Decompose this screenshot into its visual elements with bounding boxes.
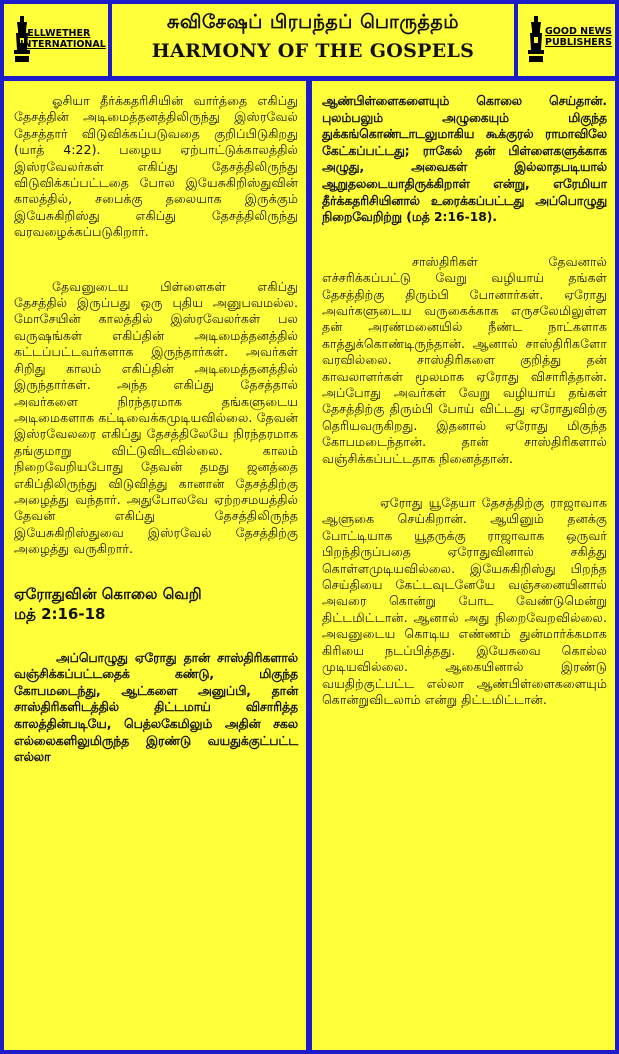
right-column bbox=[312, 81, 615, 1050]
logo-line-1: GOOD NEWS bbox=[545, 26, 612, 37]
section-heading-reference: மத் 2:16-18 bbox=[14, 604, 106, 623]
bellwether-logo-text bbox=[20, 28, 106, 50]
right-paragraph-1: சாஸ்திரிகள் தேவனால் எச்சரிக்கப்பட்டு வேறு வழியாய் தங்கள் தேசத்திற்கு திரும்பி போனார்கள். ஏரோது அவர்களுடைய வருகைக்காக எருசலேமிலுள்ள தன் அரண்மனையில் நீண்ட நாட்களாக காத்துக்கொண்டிருந்தான். ஆனால் சாஸ்திரிகளோ வரவில்லை. சாஸ்திரிகளை குறித்து தன் காவலாளர்கள் மூலமாக ஏரோது விசாரித்தான். அப்போது அவர்கள் வேறு வழியாய் தங்கள் தேசத்திற்கு திரும்பி போய் விட்டது ஏரோதுவிற்கு தெரியவருகிறது. இதனால் ஏரோது மிகுந்த கோபமடைந்தான். தான் சாஸ்திரிகளால் வஞ்சிக்கப்பட்டதாக நினைத்தான். bbox=[322, 253, 607, 466]
left-paragraph-1: ஓசியா தீர்க்கதரிசியின் வார்த்தை எகிப்து தேசத்தின் அடிமைத்தனத்திலிருந்து இஸ்ரவேல் தேசத்தார் விடுவிக்கப்படுவதை குறிப்பிடுகிறது (யாத் 4:22). பழைய ஏற்பாட்டுக்காலத்தில் இஸ்ரவேலர்கள் எகிப்து தேசத்திலிருந்து விடுவிக்கப்பட்டதை போல இயேசுகிறிஸ்துவின் காலத்தில், சபைக்கு தலையாக இருக்கும் இயேசுகிறிஸ்து எகிப்து தேசத்திலிருந்து வரவழைக்கப்படுகிறார். bbox=[14, 93, 298, 240]
bellwether-logo-panel bbox=[4, 4, 108, 76]
good-news-logo-panel bbox=[518, 4, 615, 76]
logo-line-2: INTERNATIONAL bbox=[20, 39, 106, 50]
section-heading-title: ஏரோதுவின் கொலை வெறி bbox=[14, 584, 202, 603]
bell-tower-icon bbox=[528, 16, 544, 62]
scripture-quote-start: அப்பொழுது ஏரோது தான் சாஸ்திரிகளால் வஞ்சிக்கப்பட்டதைக் கண்டு, மிகுந்த கோபமடைந்து, ஆட்களை அனுப்பி, தான் சாஸ்திரிகளிடத்தில் திட்டமாய் விசாரித்த காலத்தின்படியே, பெத்லகேமிலும் அதின் சகல எல்லைகளிலுமிருந்த இரண்டு வயதுக்குட்பட்ட எல்லா bbox=[14, 650, 298, 765]
title-panel bbox=[112, 4, 514, 76]
tamil-title: சுவிசேஷப் பிரபந்தப் பொருத்தம் bbox=[166, 11, 460, 33]
logo-line-2: PUBLISHERS bbox=[545, 37, 612, 48]
scripture-quote-end: ஆண்பிள்ளைகளையும் கொலை செய்தான். புலம்பலும் அழுகையும் மிகுந்த துக்கங்கொண்டாடலுமாகிய கூக்குரல் ராமாவிலே கேட்கப்பட்டது; ராகேல் தன் பிள்ளைகளுக்காக அழுது, அவைகள் இல்லாதபடியால் ஆறுதலடையாதிருக்கிறாள் என்று, எரேமியா தீர்க்கதரிசியினால் உரைக்கப்பட்டது அப்பொழுது நிறைவேறிற்று (மத் 2:16-18). bbox=[322, 94, 607, 225]
left-paragraph-2: தேவனுடைய பிள்ளைகள் எகிப்து தேசத்தில் இருப்பது ஒரு புதிய அனுபவமல்ல. மோசேயின் காலத்தில் இஸ்ரவேலர்கள் பல வருஷங்கள் எகிப்தின் அடிமைத்தனத்தில் கட்டப்பட்டவர்களாக இருந்தார்கள். அவர்கள் சிறிது காலம் எகிப்தின் அடிமைத்தனத்தில் இருந்தார்கள். அந்த எகிப்து தேசத்தால் அவர்களை நிரந்தரமாக தங்களுடைய அடிமைகளாக கட்டிவைக்கமுடியவில்லை. தேவன் இஸ்ரவேலரை எகிப்து தேசத்திலேயே நிரந்தரமாக தங்குமாறு விட்டுவிடவில்லை. காலம் நிறைவேறியபோது தேவன் தமது ஜனத்தை எகிப்திலிருந்து விடுவித்து கானான் தேசத்திற்கு அழைத்து வந்தார். அதுபோலவே ஏற்றசமயத்தில் தேவன் எகிப்து தேசத்திலிருந்த இயேசுகிறிஸ்துவை இஸ்ரவேல் தேசத்திற்கு அழைத்து வருகிறார். bbox=[14, 278, 298, 557]
logo-line-1: BELLWETHER bbox=[20, 28, 91, 39]
left-column bbox=[4, 81, 306, 1050]
good-news-logo-text bbox=[545, 26, 612, 48]
english-title: HARMONY OF THE GOSPELS bbox=[151, 40, 475, 62]
section-heading bbox=[14, 584, 298, 624]
right-paragraph-2: ஏரோது யூதேயா தேசத்திற்கு ராஜாவாக ஆளுகை செய்கிறான். ஆயினும் தனக்கு போட்டியாக யூதருக்கு ராஜாவாக ஒருவர் பிறந்திருப்பதை ஏரோதுவினால் சகித்து கொள்ளமுடியவில்லை. இயேசுகிறிஸ்து பிறந்த செய்தியை கேட்டவுடனேயே வஞ்சனையினால் அவரை கொன்று போட வேண்டுமென்று திட்டமிட்டான். ஆனால் அது நிறைவேறவில்லை. அவனுடைய கொடிய எண்ணம் துன்மார்க்கமாக கிரியை நடப்பித்தது. இயேசுவை கொல்ல முடியவில்லை. ஆகையினால் இரண்டு வயதிற்குட்பட்ட எல்லா ஆண்பிள்ளைகளையும் கொன்றுவிடலாம் என்று திட்டமிட்டான். bbox=[322, 495, 607, 707]
